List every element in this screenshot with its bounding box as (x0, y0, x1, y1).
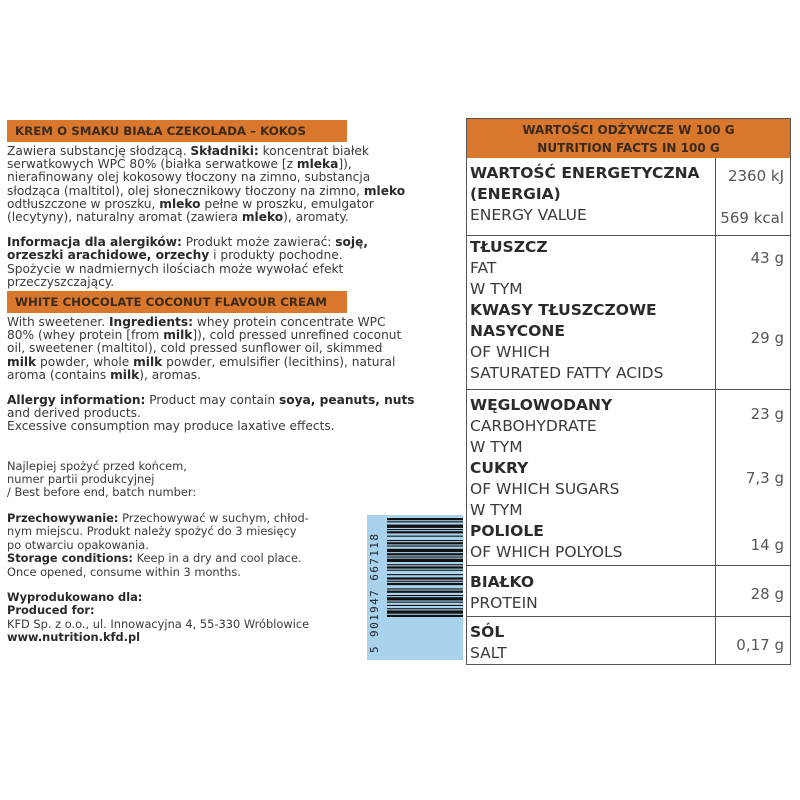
pl-product-heading: KREM O SMAKU BIAŁA CZEKOLADA – KOKOS (7, 120, 347, 142)
barcode-bar (387, 591, 463, 593)
barcode-bar (387, 540, 463, 541)
polyols-value: 14 g (750, 536, 784, 554)
barcode-bar (387, 564, 463, 565)
energy-label: WARTOŚĆ ENERGETYCZNA (ENERGIA) ENERGY VALUE (470, 164, 700, 224)
barcode-bar (387, 583, 463, 585)
en-ingredients-text: With sweetener. Ingredients: whey protein concentrate WPC 80% (whey protein [from milk]), cold pressed unrefined coconut oil, sweetener (maltitol), cold pressed sunflower oil, skimmed milk powder, whole milk powder, emulsifier (lecithins), natural aroma (contains milk), aromas. (7, 315, 402, 382)
sugars-value: 7,3 g (745, 469, 784, 487)
en-allergen-info: Allergy information: Product may contain soya, peanuts, nuts and derived products. Excessive consumption may produce laxative effects. (7, 393, 415, 434)
pl-allergen-info: Informacja dla alergików: Produkt może zawierać: soję, orzeszki arachidowe, orzechy i produkty pochodne. Spożycie w nadmiernych ilościach może wywołać efekt przeczyszczający. (7, 235, 368, 289)
carbohydrate-label: WĘGLOWODANY CARBOHYDRATE W TYM CUKRY OF WHICH SUGARS W TYM POLIOLE OF WHICH POLYOLS (470, 396, 623, 561)
salt-value: 0,17 g (736, 636, 784, 654)
en-product-heading: WHITE CHOCOLATE COCONUT FLAVOUR CREAM (7, 291, 347, 313)
pl-ingredients-text: Zawiera substancję słodzącą. Składniki: koncentrat białek serwatkowych WPC 80% (białka serwatkowe [z mleka]), nierafinowany olej kokosowy tłoczony na zimno, substancja słodząca (maltitol), olej słonecznikowy tłoczony na zimno, mleko odtłuszczone w proszku, mleko pełne w proszku, emulgator (lecytyny), naturalny aromat (zawiera mleko), aromaty. (7, 144, 406, 225)
barcode-bar (387, 570, 463, 571)
fat-value: 43 g (750, 249, 784, 267)
protein-value: 28 g (750, 585, 784, 603)
barcode-bar (387, 531, 463, 533)
carbohydrate-value: 23 g (750, 405, 784, 423)
barcode-number: 5 901947 667118 (368, 532, 381, 653)
barcode-bar (387, 553, 463, 555)
energy-kj-value: 2360 kJ (727, 167, 784, 185)
barcode-bar (387, 529, 463, 530)
nutrition-table-header: WARTOŚCI ODŻYWCZE W 100 G NUTRITION FACTS IN 100 G (467, 119, 790, 158)
barcode-bar (387, 549, 463, 552)
barcode-bar (387, 577, 463, 579)
barcode-bar (387, 525, 463, 528)
barcode-bar (387, 557, 463, 558)
salt-label: SÓL SALT (470, 623, 507, 662)
barcode-bar (387, 536, 463, 537)
barcode-bar (387, 605, 463, 606)
barcode-bar (387, 595, 463, 596)
storage-conditions: Przechowywanie: Przechowywać w suchym, chłod- nym miejscu. Produkt należy spożyć do 3 miesięcy po otwarciu opakowania. Storage conditions: Keep in a dry and cool place. Once opened, consume within 3 months. (7, 510, 309, 579)
barcode-bar (387, 615, 463, 617)
barcode-bar (387, 559, 463, 562)
barcode-bar (387, 581, 463, 582)
saturated-fat-value: 29 g (750, 329, 784, 347)
barcode-bar (387, 597, 463, 600)
energy-kcal-value: 569 kcal (720, 209, 784, 227)
barcode-bar (387, 610, 463, 613)
barcode-bar (387, 546, 463, 547)
barcode-bar (387, 566, 463, 568)
barcode-bar (387, 542, 463, 544)
barcode-bar (387, 588, 463, 589)
barcode-bar (387, 608, 463, 609)
fat-label: TŁUSZCZ FAT W TYM KWASY TŁUSZCZOWE NASYCONE OF WHICH SATURATED FATTY ACIDS (470, 238, 664, 382)
protein-label: BIAŁKO PROTEIN (470, 573, 538, 612)
barcode-bar (387, 518, 463, 520)
producer-info: Wyprodukowano dla: Produced for: KFD Sp. z o.o., ul. Innowacyjna 4, 55-330 Wróblowice www.nutrition.kfd.pl (7, 589, 310, 645)
barcode-bar (387, 521, 463, 522)
best-before-text: Najlepiej spożyć przed końcem, numer partii produkcyjnej / Best before end, batch number: (7, 458, 197, 500)
barcode-bar (387, 602, 463, 603)
nutrition-facts-table (466, 118, 791, 665)
barcode-bar (387, 574, 463, 575)
